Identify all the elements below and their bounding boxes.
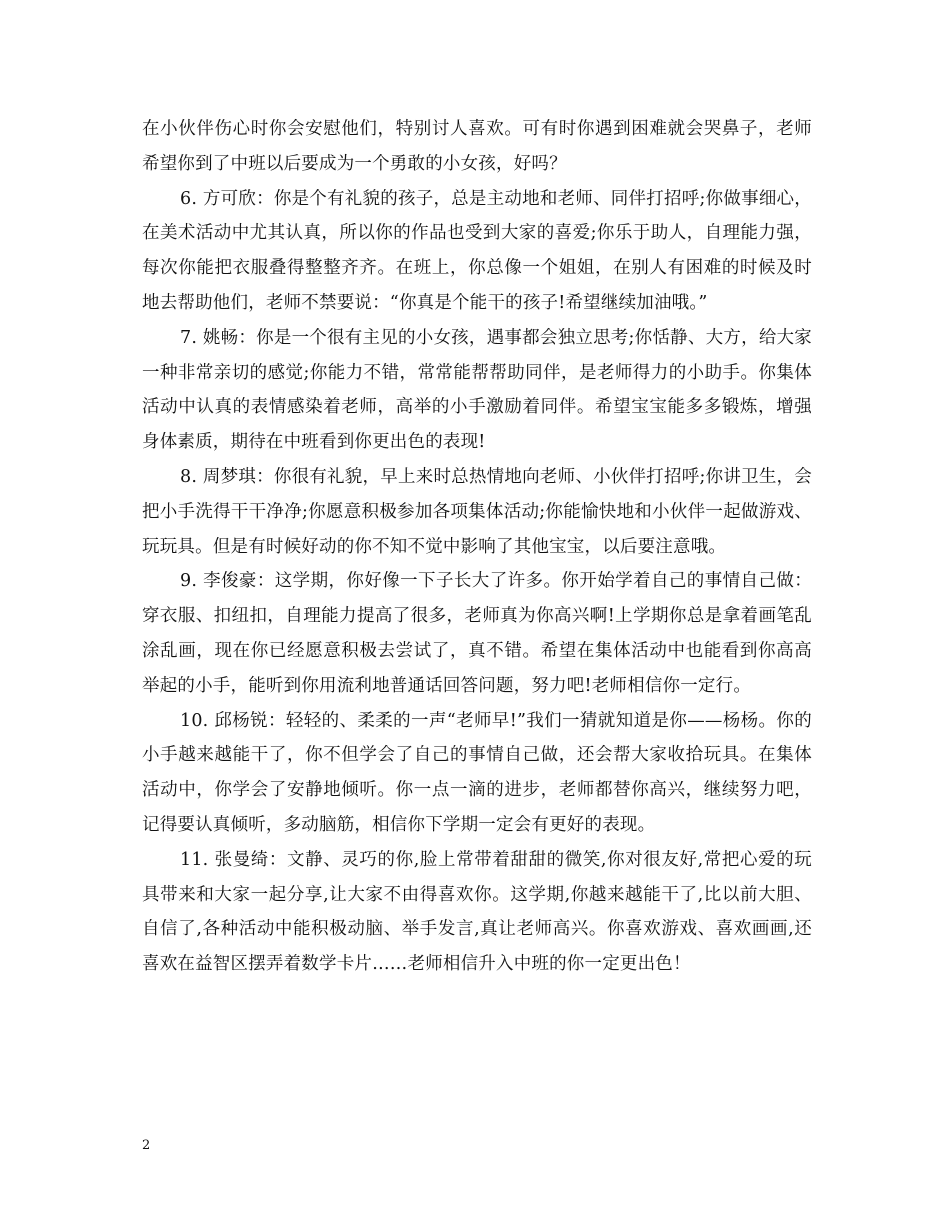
paragraph-item-7: 7. 姚畅：你是一个很有主见的小女孩，遇事都会独立思考;你恬静、大方，给大家一种非常亲切的感觉;你能力不错，常常能帮帮助同伴，是老师得力的小助手。你集体活动中认真的表情感染着老师，高举的小手激励着同伴。希望宝宝能多多锻炼，增强身体素质，期待在中班看到你更出色的表现! (142, 327, 812, 453)
paragraph-continuation: 在小伙伴伤心时你会安慰他们，特别讨人喜欢。可有时你遇到困难就会哭鼻子，老师希望你到了中班以后要成为一个勇敢的小女孩，好吗？ (142, 119, 812, 174)
paragraph-item-8: 8. 周梦琪：你很有礼貌，早上来时总热情地向老师、小伙伴打招呼;你讲卫生，会把小手洗得干干净净;你愿意积极参加各项集体活动;你能愉快地和小伙伴一起做游戏、玩玩具。但是有时候好动的你不知不觉中影响了其他宝宝，以后要注意哦。 (142, 466, 812, 557)
paragraph-item-11: 11. 张曼绮：文静、灵巧的你,脸上常带着甜甜的微笑,你对很友好,常把心爱的玩具带来和大家一起分享,让大家不由得喜欢你。这学期,你越来越能干了,比以前大胆、自信了,各种活动中能积极动脑、举手发言,真让老师高兴。你喜欢游戏、喜欢画画,还喜欢在益智区摆弄着数学卡片……老师相信升入中班的你一定更出色！ (142, 849, 812, 975)
document-body (142, 112, 812, 982)
paragraph-item-10: 10. 邱杨锐：轻轻的、柔柔的一声“老师早!”我们一猜就知道是你——杨杨。你的小手越来越能干了，你不但学会了自己的事情自己做，还会帮大家收拾玩具。在集体活动中，你学会了安静地倾听。你一点一滴的进步，老师都替你高兴，继续努力吧，记得要认真倾听，多动脑筋，相信你下学期一定会有更好的表现。 (142, 710, 812, 835)
paragraph-item-9: 9. 李俊豪：这学期，你好像一下子长大了许多。你开始学着自己的事情自己做：穿衣服、扣纽扣，自理能力提高了很多，老师真为你高兴啊!上学期你总是拿着画笔乱涂乱画，现在你已经愿意积极去尝试了，真不错。希望在集体活动中也能看到你高高举起的小手，能听到你用流利地普通话回答问题，努力吧!老师相信你一定行。 (142, 571, 812, 696)
paragraph-item-6: 6. 方可欣：你是个有礼貌的孩子，总是主动地和老师、同伴打招呼;你做事细心，在美术活动中尤其认真，所以你的作品也受到大家的喜爱;你乐于助人，自理能力强，每次你能把衣服叠得整整齐齐。在班上，你总像一个姐姐，在别人有困难的时候及时地去帮助他们，老师不禁要说：“你真是个能干的孩子!希望继续加油哦。” (142, 188, 812, 313)
page-number: 2 (142, 1138, 151, 1153)
